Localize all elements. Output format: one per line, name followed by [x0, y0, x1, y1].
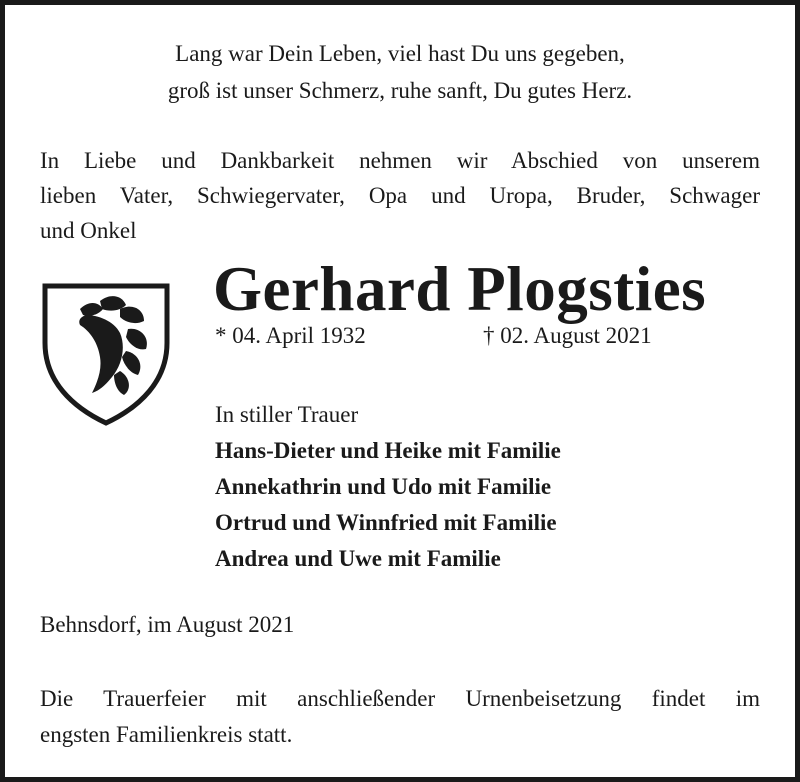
- mourners-block: [215, 397, 561, 577]
- verse-line-1: Lang war Dein Leben, viel hast Du uns gegeben,: [175, 41, 625, 66]
- family-line: Annekathrin und Udo mit Familie: [215, 474, 552, 499]
- intro-text: [40, 143, 760, 248]
- verse-line-2: groß ist unser Schmerz, ruhe sanft, Du gutes Herz.: [167, 78, 633, 103]
- birth-date: * 04. April 1932: [215, 323, 366, 348]
- notice-line-1: Die Trauerfeier mit anschließender Urnenbeisetzung findet im: [40, 686, 760, 711]
- notice-line-2: engsten Familienkreis statt.: [40, 722, 293, 747]
- family-line: Ortrud und Winnfried mit Familie: [215, 510, 557, 535]
- coat-of-arms-icon: [40, 281, 172, 428]
- intro-line-3: und Onkel: [40, 218, 137, 243]
- place-and-date: Behnsdorf, im August 2021: [40, 612, 295, 637]
- intro-line-1: In Liebe und Dankbarkeit nehmen wir Abschied von unserem: [40, 148, 760, 173]
- death-date: † 02. August 2021: [483, 323, 652, 348]
- family-line: Andrea und Uwe mit Familie: [215, 546, 501, 571]
- family-line: Hans-Dieter und Heike mit Familie: [215, 438, 561, 463]
- mourning-heading: In stiller Trauer: [215, 402, 359, 427]
- memorial-verse: [5, 35, 795, 109]
- intro-line-2: lieben Vater, Schwiegervater, Opa und Uropa, Bruder, Schwager: [40, 183, 760, 208]
- deceased-name: Gerhard Plogsties: [213, 254, 707, 324]
- funeral-notice: [40, 681, 760, 753]
